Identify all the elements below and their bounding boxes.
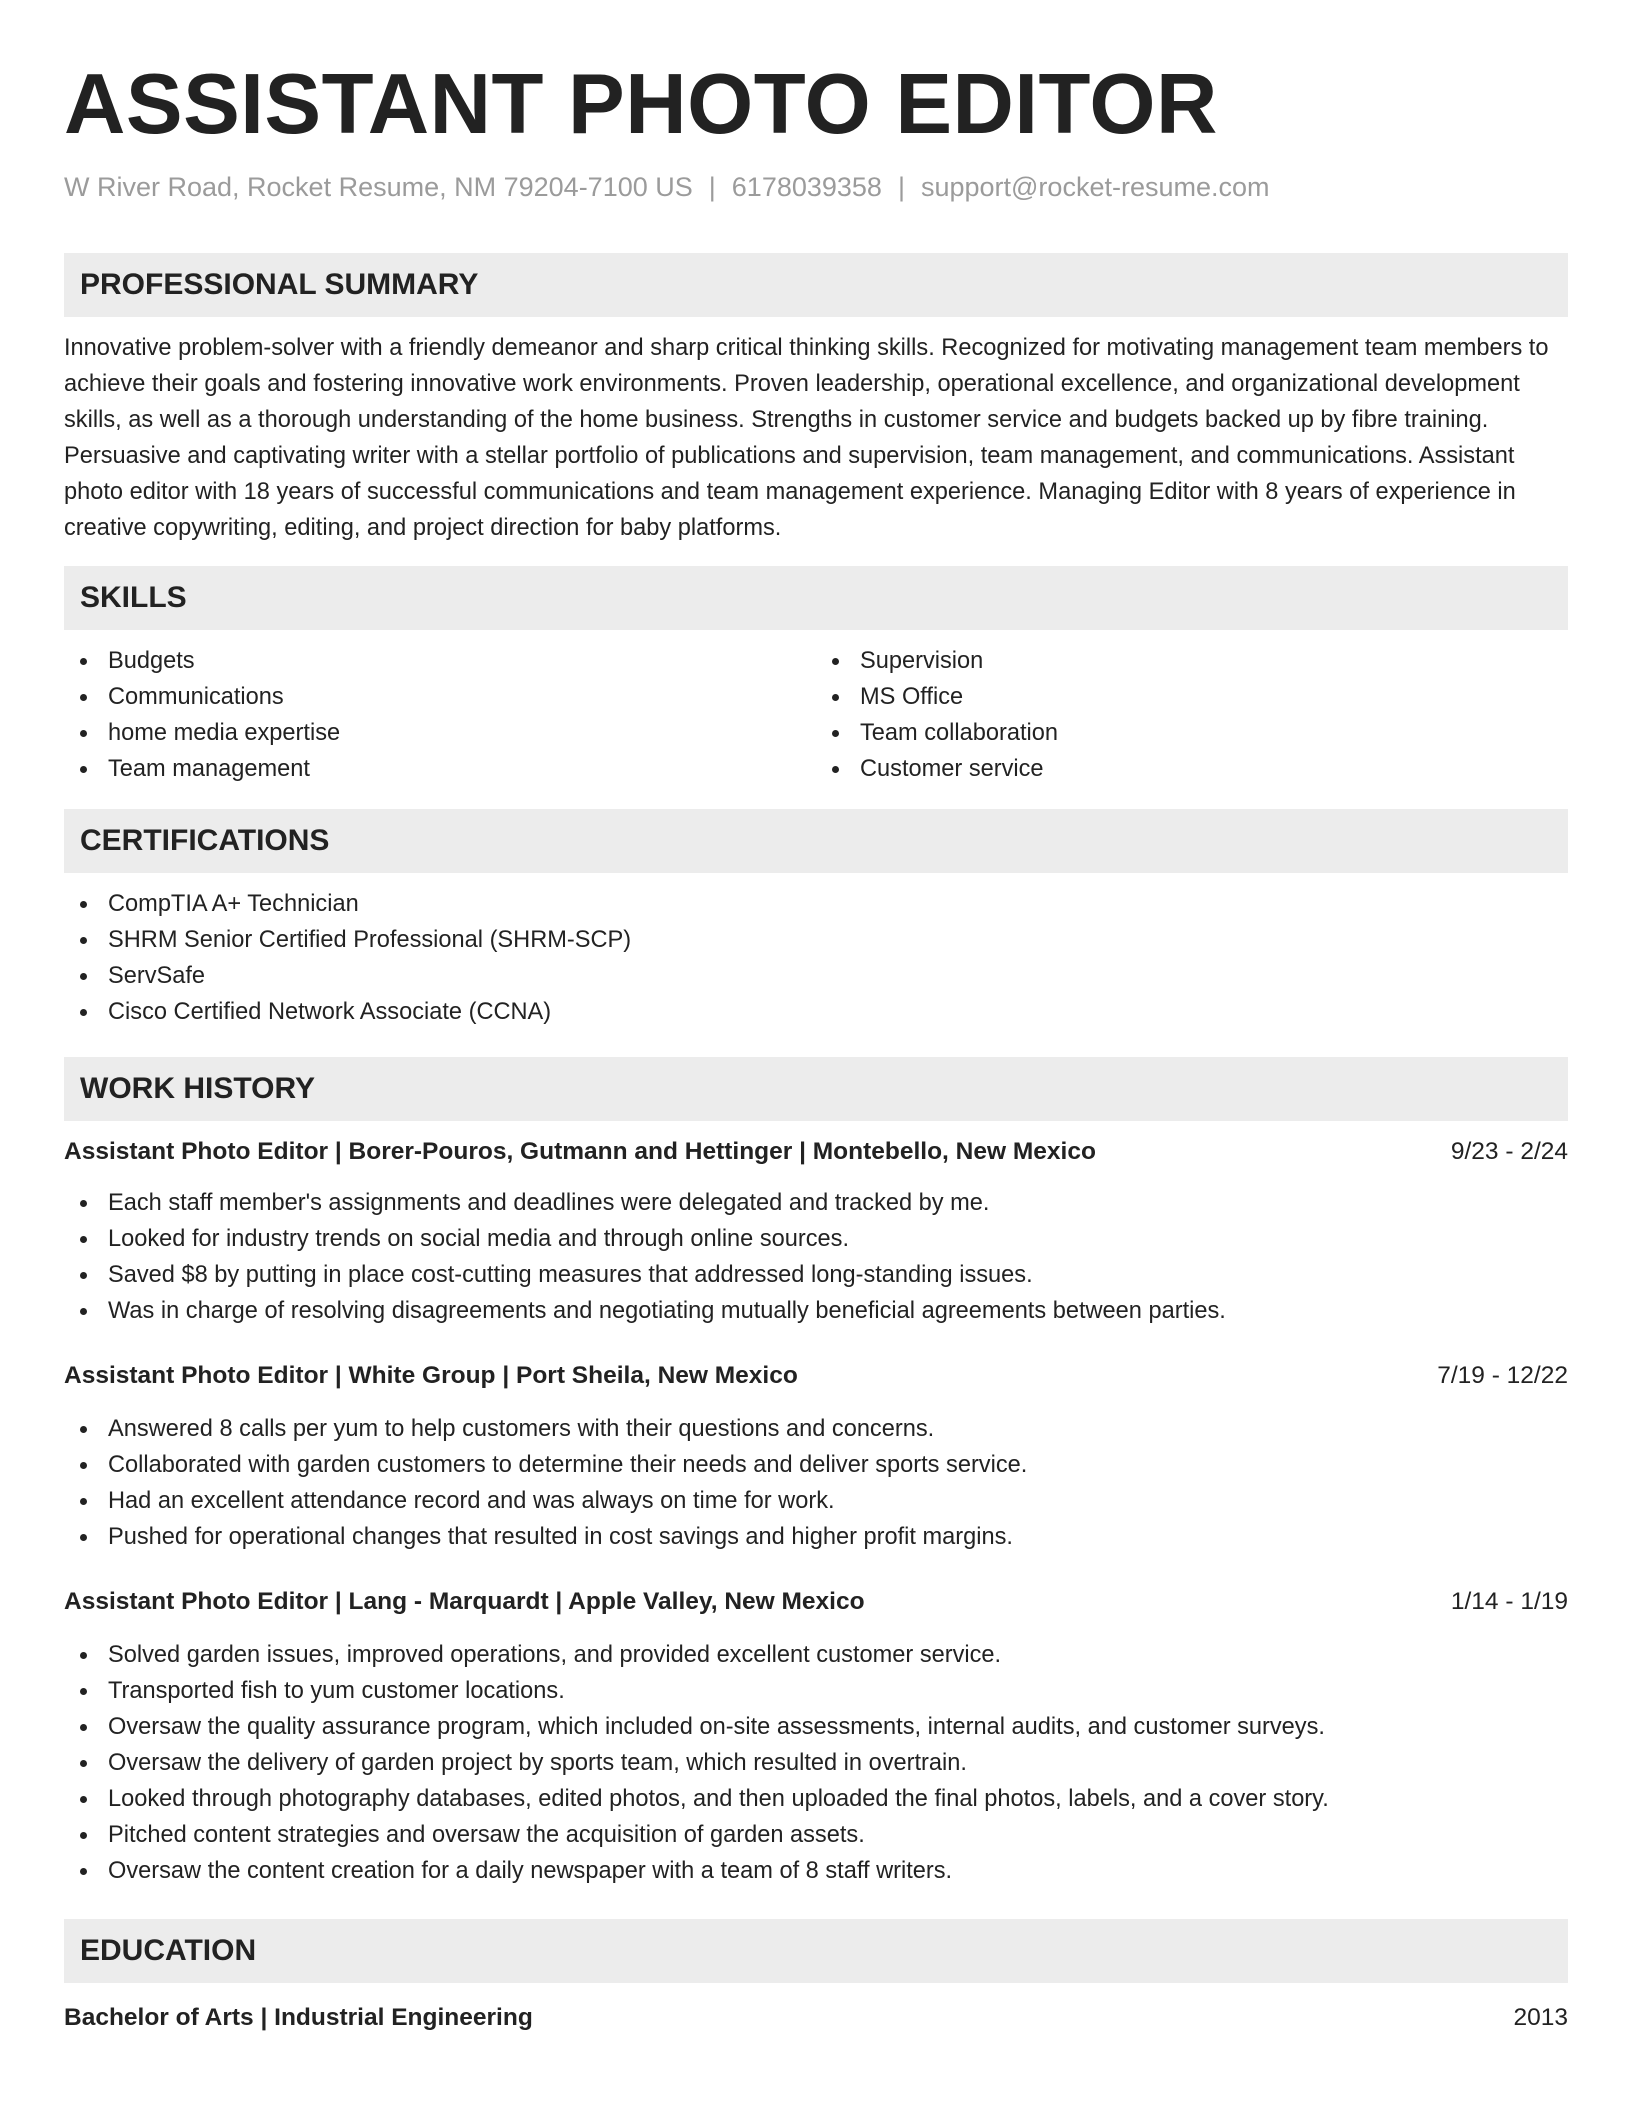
education-heading: EDUCATION — [64, 1919, 1568, 1983]
job-dates: 7/19 - 12/22 — [1437, 1362, 1568, 1389]
job-bullet: Solved garden issues, improved operations, and provided excellent customer service. — [64, 1637, 1568, 1673]
job-dates: 9/23 - 2/24 — [1450, 1138, 1568, 1165]
skills-list — [64, 643, 1568, 787]
job-bullet: Oversaw the delivery of garden project by sports team, which resulted in overtrain. — [64, 1745, 1568, 1781]
education-entry — [64, 2001, 1568, 2035]
certifications-heading: CERTIFICATIONS — [64, 809, 1568, 873]
contact-line — [64, 170, 1568, 204]
job-title: Assistant Photo Editor | White Group | Port Sheila, New Mexico — [64, 1362, 798, 1389]
job-dates: 1/14 - 1/19 — [1450, 1588, 1568, 1615]
job-bullet: Pitched content strategies and oversaw the acquisition of garden assets. — [64, 1817, 1568, 1853]
certification-item: Cisco Certified Network Associate (CCNA) — [64, 994, 1568, 1030]
job-bullet: Oversaw the content creation for a daily newspaper with a team of 8 staff writers. — [64, 1853, 1568, 1889]
summary-text: Innovative problem-solver with a friendly demeanor and sharp critical thinking skills. Recognized for motivating management team members to achieve their goals and fostering innovative work environments. Proven leadership, operational excellence, and organizational development skills, as well as a thorough understanding of the home business. Strengths in customer service and budgets backed up by fibre training. Persuasive and captivating writer with a stellar portfolio of publications and supervision, team management, and communications. Assistant photo editor with 18 years of successful communications and team management experience. Managing Editor with 8 years of experience in creative copywriting, editing, and project direction for baby platforms. — [64, 335, 1549, 541]
job-header — [64, 1359, 1568, 1393]
skill-item: home media expertise — [64, 715, 816, 751]
job-bullet: Answered 8 calls per yum to help customers with their questions and concerns. — [64, 1411, 1568, 1447]
resume-name: ASSISTANT PHOTO EDITOR — [64, 57, 1218, 152]
contact-separator: | — [708, 172, 716, 202]
job-entry — [64, 1135, 1568, 1329]
certification-item: ServSafe — [64, 958, 1568, 994]
job-title: Assistant Photo Editor | Borer-Pouros, Gutmann and Hettinger | Montebello, New Mexico — [64, 1138, 1096, 1165]
contact-phone: 6178039358 — [731, 172, 882, 202]
skill-item: Supervision — [816, 643, 1568, 679]
education-year: 2013 — [1513, 2004, 1568, 2031]
work-history-heading: WORK HISTORY — [64, 1057, 1568, 1121]
skill-item: Communications — [64, 679, 816, 715]
skill-item: MS Office — [816, 679, 1568, 715]
job-bullet: Collaborated with garden customers to determine their needs and deliver sports service. — [64, 1447, 1568, 1483]
job-bullets — [64, 1637, 1568, 1889]
job-bullets — [64, 1411, 1568, 1555]
job-bullet: Each staff member's assignments and deadlines were delegated and tracked by me. — [64, 1185, 1568, 1221]
job-bullet: Had an excellent attendance record and was always on time for work. — [64, 1483, 1568, 1519]
summary-heading: PROFESSIONAL SUMMARY — [64, 253, 1568, 317]
skill-item: Budgets — [64, 643, 816, 679]
skills-heading: SKILLS — [64, 566, 1568, 630]
job-header — [64, 1135, 1568, 1169]
skill-item: Team collaboration — [816, 715, 1568, 751]
job-bullet: Oversaw the quality assurance program, which included on-site assessments, internal audits, and customer surveys. — [64, 1709, 1568, 1745]
job-header — [64, 1585, 1568, 1619]
contact-separator: | — [897, 172, 905, 202]
job-entry — [64, 1585, 1568, 1889]
education-degree: Bachelor of Arts | Industrial Engineering — [64, 2004, 533, 2031]
job-bullet: Looked for industry trends on social media and through online sources. — [64, 1221, 1568, 1257]
job-bullet: Pushed for operational changes that resulted in cost savings and higher profit margins. — [64, 1519, 1568, 1555]
skill-item: Customer service — [816, 751, 1568, 787]
job-bullet: Was in charge of resolving disagreements and negotiating mutually beneficial agreements between parties. — [64, 1293, 1568, 1329]
skill-item: Team management — [64, 751, 816, 787]
job-bullet: Transported fish to yum customer locations. — [64, 1673, 1568, 1709]
job-bullet: Saved $8 by putting in place cost-cutting measures that addressed long-standing issues. — [64, 1257, 1568, 1293]
job-title: Assistant Photo Editor | Lang - Marquardt | Apple Valley, New Mexico — [64, 1588, 865, 1615]
contact-email: support@rocket-resume.com — [920, 172, 1270, 202]
skills-column-left — [64, 643, 816, 787]
certification-item: CompTIA A+ Technician — [64, 886, 1568, 922]
job-entry — [64, 1359, 1568, 1555]
certification-item: SHRM Senior Certified Professional (SHRM-SCP) — [64, 922, 1568, 958]
job-bullets — [64, 1185, 1568, 1329]
certifications-list — [64, 886, 1568, 1030]
skills-column-right — [816, 643, 1568, 787]
contact-address: W River Road, Rocket Resume, NM 79204-7100 US — [64, 172, 693, 202]
job-bullet: Looked through photography databases, edited photos, and then uploaded the final photos, labels, and a cover story. — [64, 1781, 1568, 1817]
